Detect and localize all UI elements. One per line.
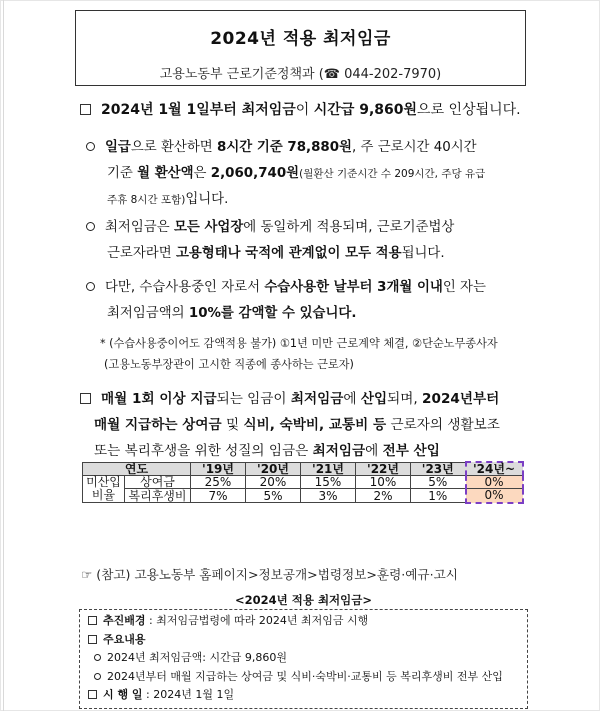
b1-note: (월환산 기준시간 수 209시간, 주당 유급 [299, 168, 486, 180]
b3-reduction: 10%를 감액할 수 있습니다. [188, 306, 357, 321]
table-row-welfare [83, 489, 523, 503]
b1-daily-amount: 8시간 기준 78,880원 [217, 140, 352, 155]
circle-bullet-icon [86, 142, 95, 151]
note-line1: * (수습사용중이어도 감액적용 불가) ①1년 미만 근로계약 체결, ②단순노무종사자 [100, 337, 498, 350]
value-cell: 5% [411, 476, 466, 489]
circle-bullet-icon [94, 654, 101, 661]
year-cell: '22년 [356, 462, 411, 476]
circle-bullet-icon [94, 673, 101, 680]
square-bullet-icon [80, 393, 91, 404]
b2-regardless: 고용형태나 국적에 관계없이 모두 적용 [175, 246, 402, 261]
summary-title: <2024년 적용 최저임금> [234, 593, 373, 607]
bullet-all-workplaces [86, 215, 526, 267]
group-label-2: 비율 [91, 488, 116, 502]
s2-text5: 근로자의 생활보조 [386, 417, 500, 433]
b1-text5: 입니다. [185, 192, 229, 207]
title-box [75, 10, 526, 86]
year-cell: '21년 [301, 462, 356, 476]
group-label-1: 미산입 [86, 475, 121, 489]
lead-date: 2024년 1월 1일부터 최저임금 [101, 102, 296, 118]
value-cell-2024: 0% [466, 489, 523, 503]
value-cell: 25% [191, 476, 246, 489]
year-label-cell: 연도 [83, 462, 191, 476]
value-cell: 7% [191, 489, 246, 503]
summary-background-text: : 최저임금법령에 따라 2024년 최저임금 시행 [145, 614, 369, 627]
square-bullet-icon [80, 104, 91, 115]
table-header-row [83, 462, 523, 476]
square-bullet-icon [88, 616, 97, 625]
group-label-cell [83, 476, 125, 503]
b1-text3: 기준 [107, 166, 138, 181]
square-bullet-icon [88, 635, 97, 644]
margin-rule [3, 0, 4, 711]
b3-text1: 다만, 수습사용중인 자로서 [105, 280, 265, 295]
summary-content-1: 2024년 최저임금액: 시간급 9,860원 [107, 651, 287, 665]
summary-effective-label: 시 행 일 [103, 688, 143, 702]
summary-content-label: 주요내용 [103, 632, 146, 646]
b2-text1: 최저임금은 [105, 220, 174, 235]
bullet-daily-monthly [86, 135, 526, 213]
s2-text4: 및 [221, 417, 244, 433]
s2-text7: 에 [365, 443, 383, 459]
summary-background-label: 추진배경 [103, 614, 146, 627]
hourly-wage: 시간급 9,860원 [313, 102, 418, 118]
value-cell: 3% [301, 489, 356, 503]
summary-content-2: 2024년부터 매월 지급하는 상여금 및 식비·숙박비·교통비 등 복리후생비 전부 산입 [107, 669, 503, 683]
s2-text3: 되며, [387, 391, 423, 407]
exception-note [100, 333, 535, 375]
section1-lead [80, 97, 521, 123]
value-cell: 5% [246, 489, 301, 503]
b1-monthly-amount: 2,060,740원 [210, 166, 300, 181]
circle-bullet-icon [86, 282, 95, 291]
summary-effective-date: : 2024년 1월 1일 [142, 688, 235, 702]
b2-text2: 에 동일하게 적용되며, 근로기준법상 [243, 220, 455, 235]
year-cell: '19년 [191, 462, 246, 476]
b1-monthly: 월 환산액 [137, 166, 194, 181]
year-cell: '23년 [411, 462, 466, 476]
year-cell: '20년 [246, 462, 301, 476]
table-row-bonus [83, 476, 523, 489]
s2-monthly-paid: 매월 1회 이상 지급 [101, 391, 217, 407]
department-contact: 고용노동부 근로기준정책과 (☎ 044-202-7970) [159, 67, 442, 82]
s2-from-2024: 2024년부터 [422, 391, 500, 407]
b2-all-workplaces: 모든 사업장 [173, 220, 244, 235]
value-cell: 2% [356, 489, 411, 503]
reference-link-text: ☞ (참고) 고용노동부 홈페이지>정보공개>법령정보>훈령·예규·고시 [81, 567, 458, 582]
value-cell-2024: 0% [466, 476, 523, 489]
value-cell: 15% [301, 476, 356, 489]
value-cell: 1% [411, 489, 466, 503]
s2-min-wage2: 최저임금 [312, 443, 366, 459]
section2-inclusion [80, 386, 540, 464]
b1-note2: 주휴 8시간 포함) [107, 194, 186, 206]
page-title: 2024년 적용 최저임금 [210, 29, 391, 49]
bullet-probation [86, 275, 526, 327]
exclusion-rate-table [82, 461, 524, 504]
row-label-cell: 상여금 [125, 476, 191, 489]
lead-tail: 으로 인상됩니다. [417, 102, 521, 118]
s2-text2: 에 [343, 391, 361, 407]
lead-text: 이 [295, 102, 314, 118]
s2-min-wage: 최저임금 [290, 391, 344, 407]
b3-probation-period: 수습사용한 날부터 3개월 이내 [264, 280, 443, 295]
s2-text1: 되는 임금이 [216, 391, 291, 407]
b1-daily: 일급 [105, 140, 131, 155]
circle-bullet-icon [86, 222, 95, 231]
row-label-cell: 복리후생비 [125, 489, 191, 503]
s2-fully-included: 전부 산입 [382, 443, 440, 459]
b1-text2: , 주 근로시간 40시간 [352, 140, 477, 155]
b1-text1: 으로 환산하면 [130, 140, 217, 155]
year-cell-2024: '24년~ [466, 462, 523, 476]
value-cell: 20% [246, 476, 301, 489]
note-line2: (고용노동부장관이 고시한 직종에 종사하는 근로자) [104, 358, 354, 371]
value-cell: 10% [356, 476, 411, 489]
s2-allowances: 식비, 숙박비, 교통비 등 [243, 417, 387, 433]
s2-included: 산입 [360, 391, 388, 407]
b1-text4: 은 [193, 166, 211, 181]
b3-text2: 인 자는 [442, 280, 486, 295]
square-bullet-icon [88, 690, 97, 699]
summary-box [79, 609, 528, 709]
b3-text3: 최저임금액의 [107, 306, 189, 321]
b2-text4: 됩니다. [401, 246, 445, 261]
b2-text3: 근로자라면 [107, 246, 176, 261]
s2-bonus: 매월 지급하는 상여금 [94, 417, 222, 433]
s2-text6: 또는 복리후생을 위한 성질의 임금은 [94, 443, 313, 459]
